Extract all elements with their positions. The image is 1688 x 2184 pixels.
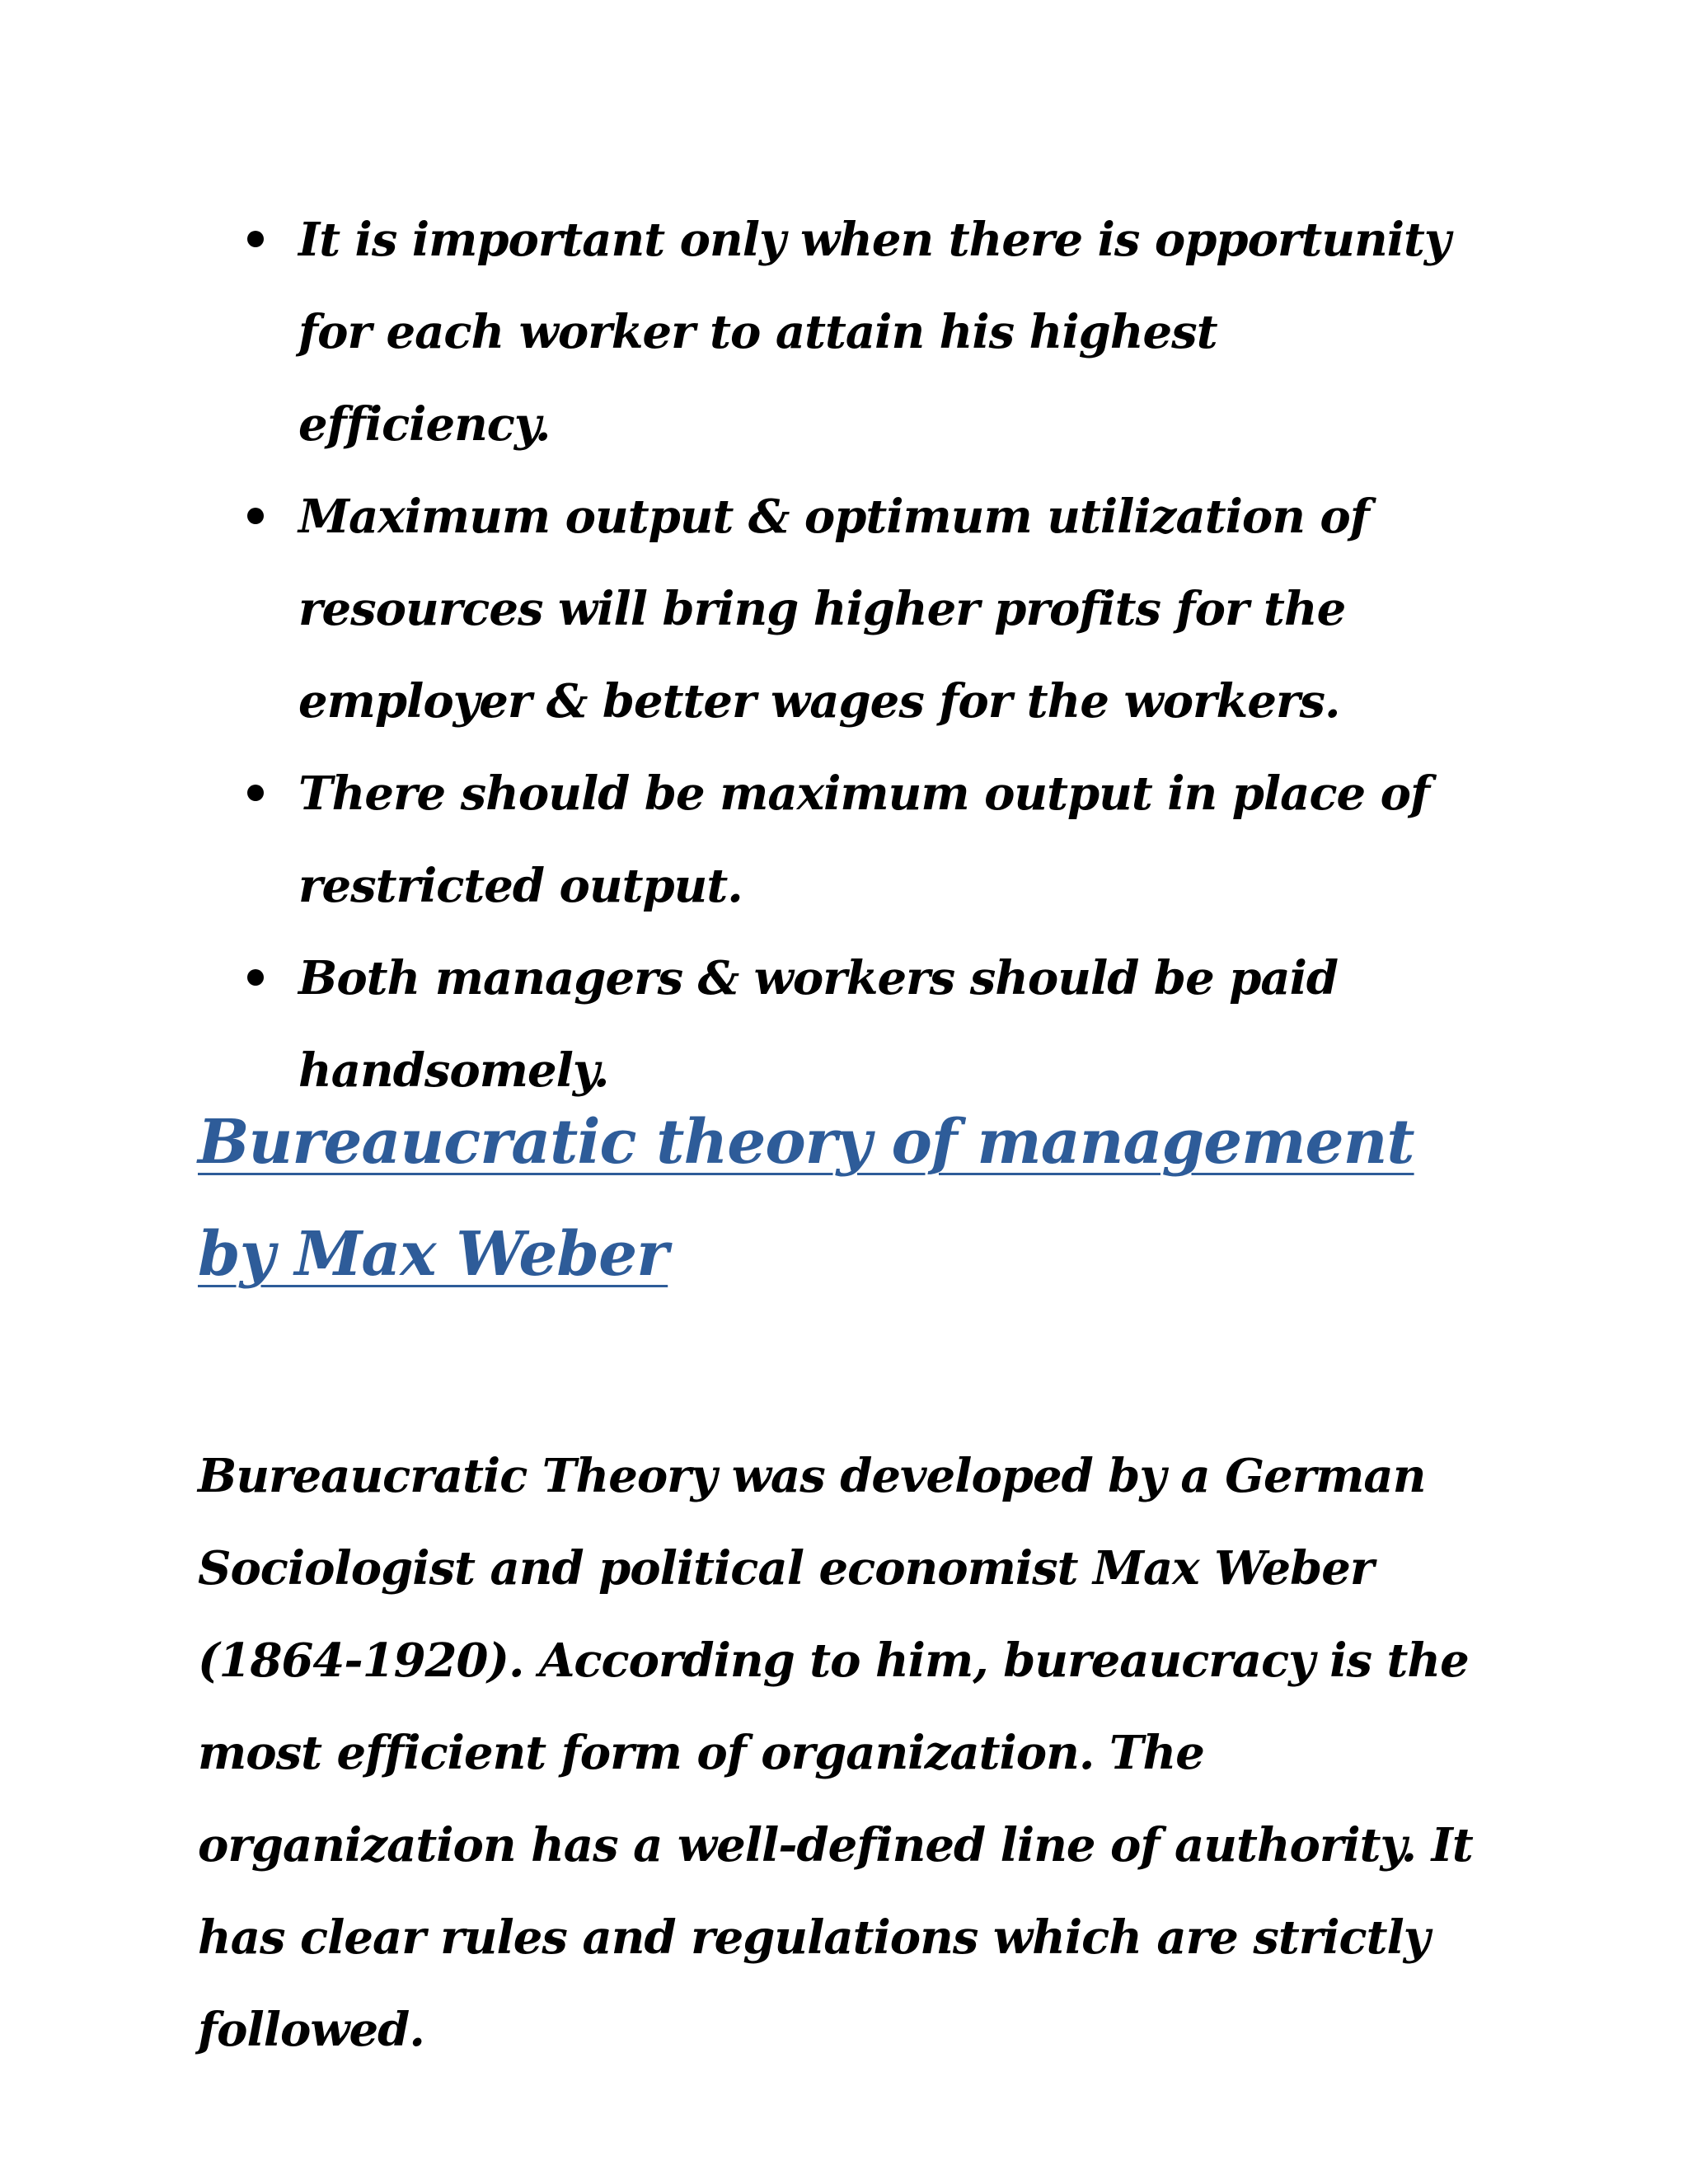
bullet-icon [247,785,264,801]
list-item [198,471,1484,748]
list-item [198,194,1484,471]
bullet-icon [247,231,264,247]
list-item-text: It is important only when there is opportunity for each worker to attain his highest efficiency. [298,213,1451,452]
list-item-text: There should be maximum output in place of restricted output. [298,766,1430,913]
bullet-list [198,194,1484,1117]
bullet-icon [247,508,264,524]
body-paragraph: Bureaucratic Theory was developed by a German Sociologist and political economist Max Weber (1864-1920). According to him, bureaucracy is the most efficient form of organization. The organization has a well-defined line of authority. It has clear rules and regulations which are strictly followed. [198,1449,1473,2057]
section-heading: Bureaucratic theory of management by Max Weber [198,1107,1414,1290]
list-item-text: Both managers & workers should be paid handsomely. [298,951,1339,1098]
list-item-text: Maximum output & optimum utilization of resources will bring higher profits for the employer & better wages for the workers. [298,490,1369,729]
bullet-icon [247,969,264,986]
list-item [198,748,1484,932]
